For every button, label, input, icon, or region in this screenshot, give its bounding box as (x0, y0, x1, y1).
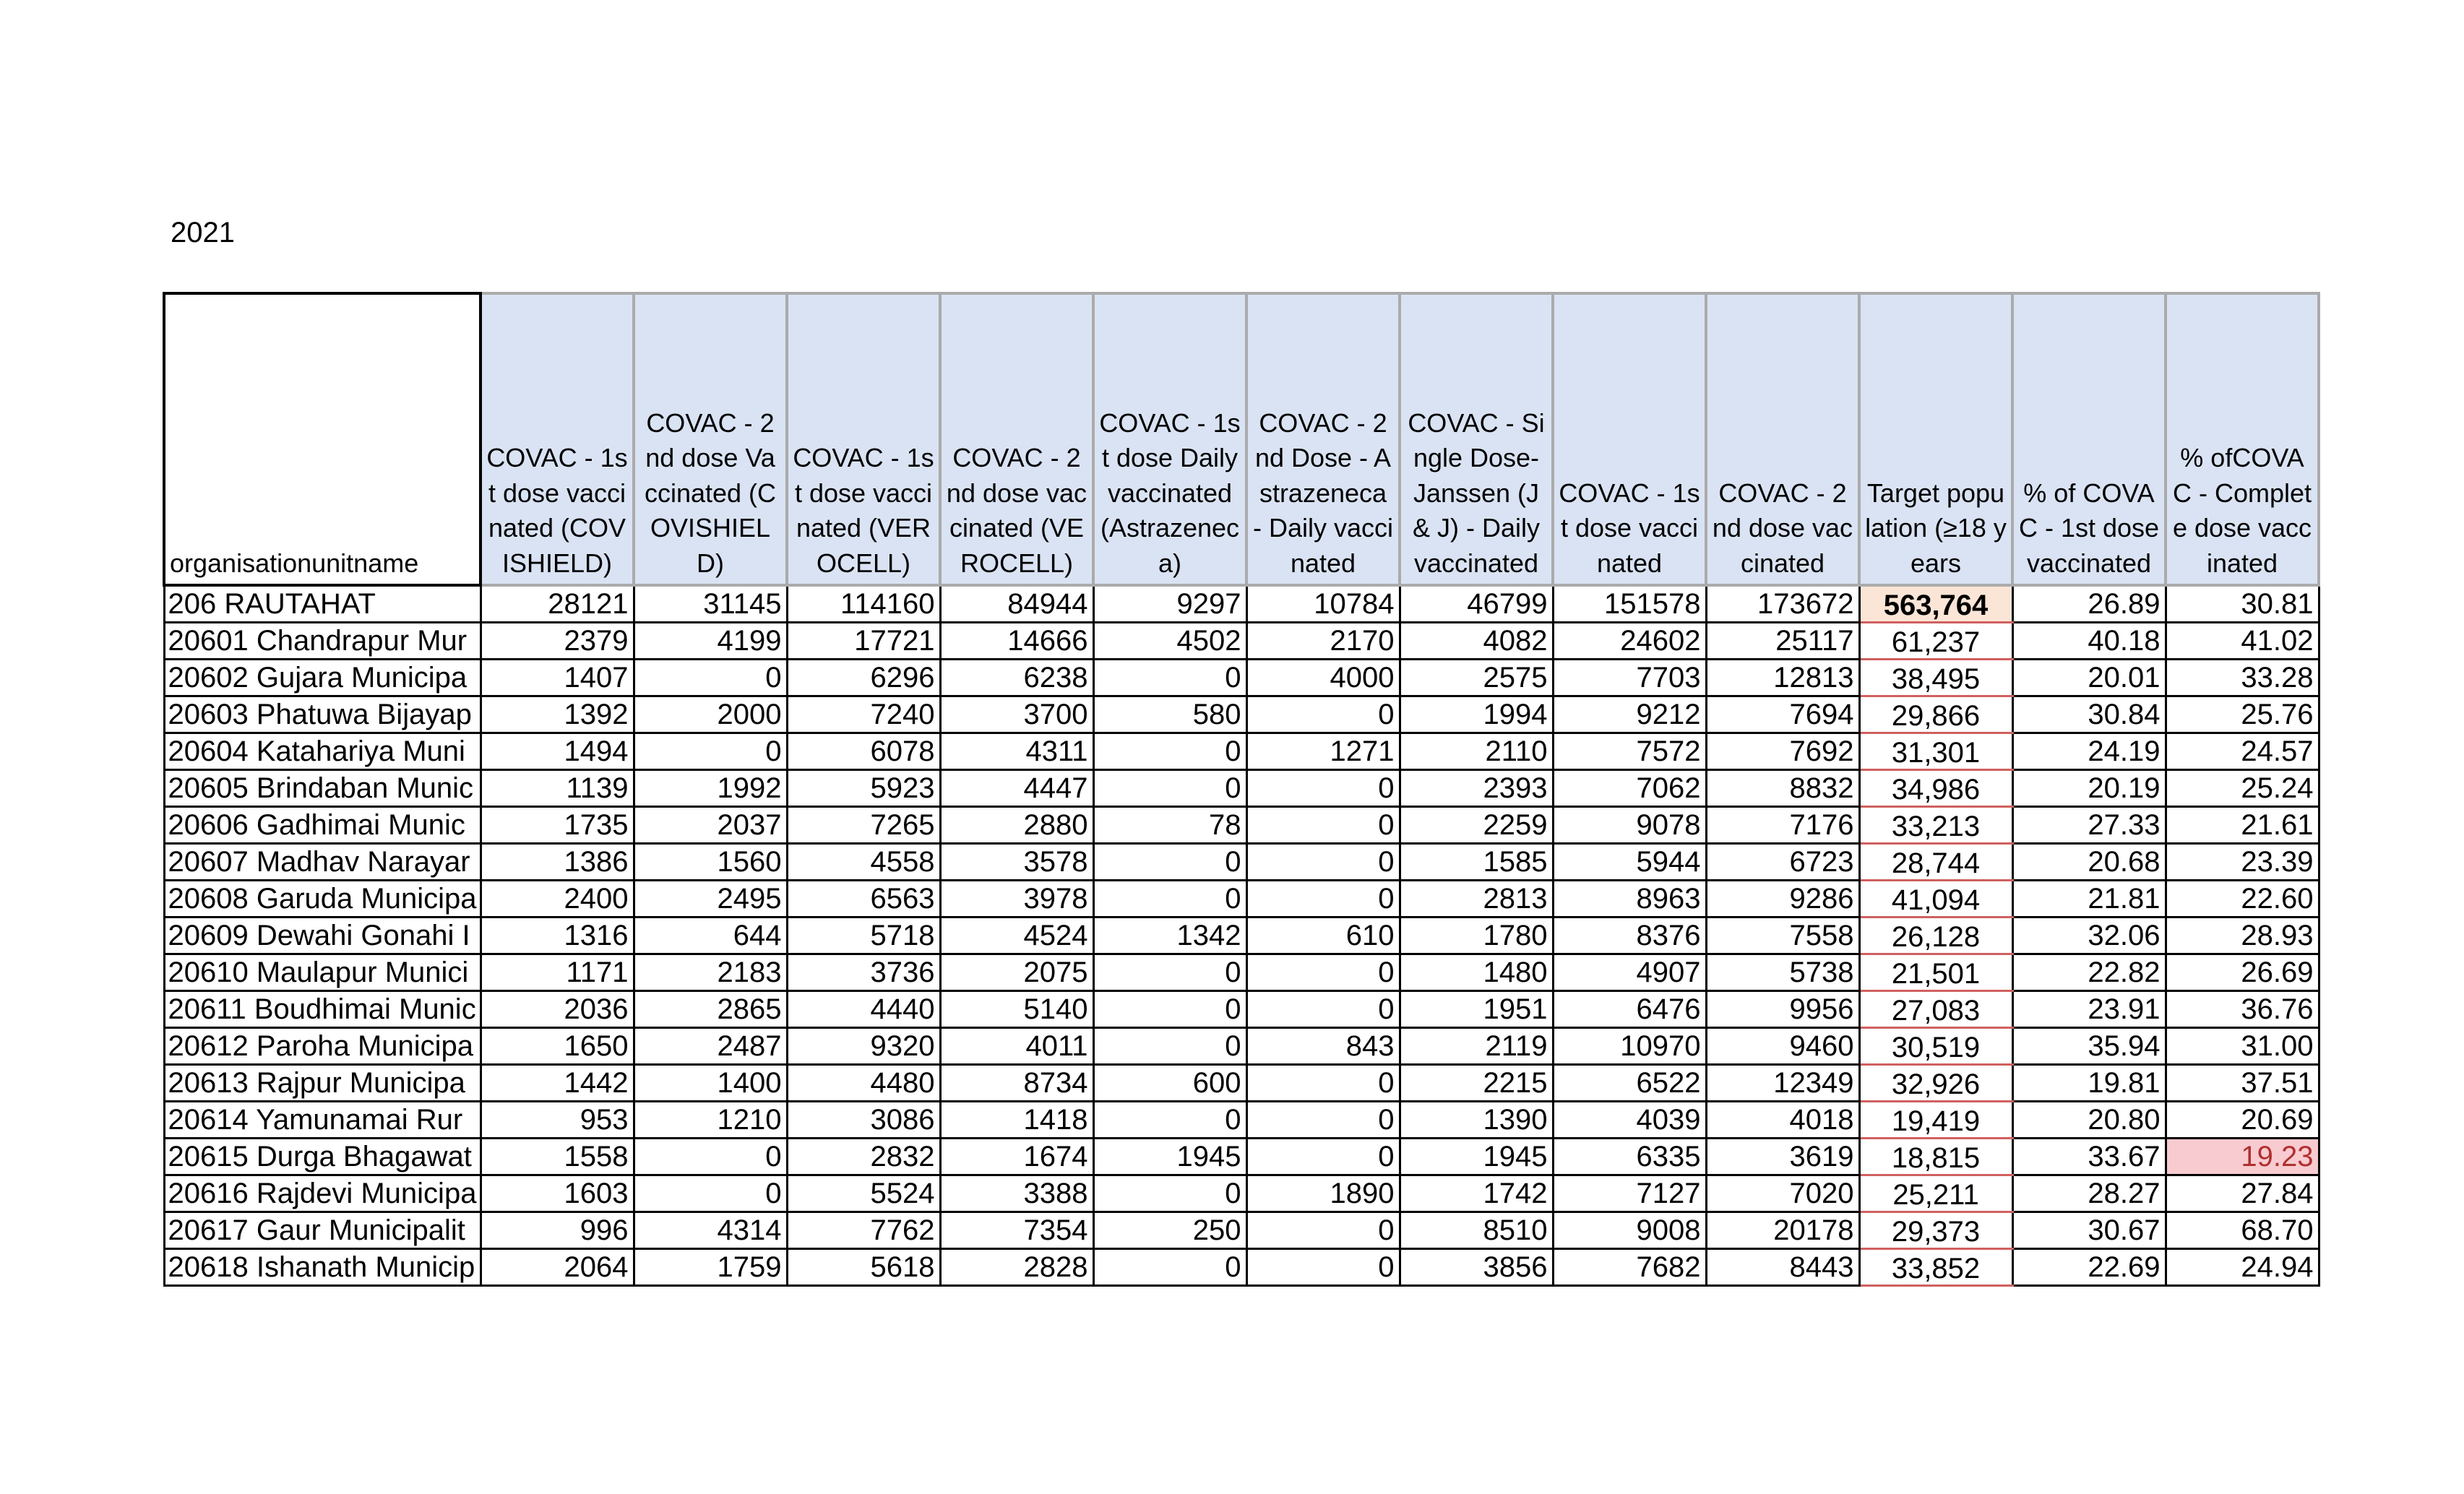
data-cell: 600 (1093, 1064, 1246, 1101)
data-cell: 1386 (481, 843, 634, 880)
data-cell: 7176 (1706, 806, 1859, 843)
data-cell: 2379 (481, 622, 634, 659)
table-row (164, 659, 2319, 696)
data-cell: 1560 (634, 843, 787, 880)
data-cell: 20178 (1706, 1212, 1859, 1248)
data-cell: 0 (1093, 1027, 1246, 1064)
data-cell: 0 (634, 659, 787, 696)
data-cell: 37.51 (2166, 1064, 2319, 1101)
data-cell: 9078 (1553, 806, 1706, 843)
data-cell: 40.18 (2012, 622, 2166, 659)
data-cell: 2037 (634, 806, 787, 843)
column-header: COVAC - 1st dose vaccinated (VEROCELL) (787, 293, 940, 585)
data-cell: 1400 (634, 1064, 787, 1101)
data-cell: 0 (1246, 990, 1400, 1027)
data-cell: 3086 (787, 1101, 940, 1138)
year-label: 2021 (171, 217, 235, 249)
data-cell: 19,419 (1859, 1101, 2012, 1138)
data-cell: 34,986 (1859, 769, 2012, 806)
data-cell: 644 (634, 917, 787, 954)
data-cell: 8832 (1706, 769, 1859, 806)
data-cell: 12813 (1706, 659, 1859, 696)
data-cell: 7020 (1706, 1175, 1859, 1212)
data-cell: 1945 (1400, 1138, 1553, 1175)
organisation-cell: 20603 Phatuwa Bijayap (164, 696, 481, 733)
table-row (164, 917, 2319, 954)
data-cell: 1735 (481, 806, 634, 843)
organisation-cell: 20602 Gujara Municipa (164, 659, 481, 696)
data-cell: 1585 (1400, 843, 1553, 880)
data-cell: 996 (481, 1212, 634, 1248)
data-cell: 20.69 (2166, 1101, 2319, 1138)
data-cell: 33,852 (1859, 1248, 2012, 1285)
data-cell: 6238 (940, 659, 1093, 696)
data-cell: 2495 (634, 880, 787, 917)
data-cell: 1210 (634, 1101, 787, 1138)
data-cell: 4018 (1706, 1101, 1859, 1138)
organisation-cell: 20610 Maulapur Munici (164, 954, 481, 990)
data-cell: 0 (634, 733, 787, 769)
column-header: COVAC - Single Dose- Janssen (J & J) - Daily vaccinated (1400, 293, 1553, 585)
data-cell: 21.61 (2166, 806, 2319, 843)
data-cell: 4440 (787, 990, 940, 1027)
data-cell: 0 (1246, 769, 1400, 806)
data-cell: 5524 (787, 1175, 940, 1212)
data-cell: 7762 (787, 1212, 940, 1248)
data-cell: 4011 (940, 1027, 1093, 1064)
data-cell: 27,083 (1859, 990, 2012, 1027)
column-header: COVAC - 2nd Dose - Astrazeneca - Daily vaccinated (1246, 293, 1400, 585)
data-cell: 0 (1093, 1101, 1246, 1138)
data-cell: 28.27 (2012, 1175, 2166, 1212)
data-cell: 23.39 (2166, 843, 2319, 880)
table-row (164, 1027, 2319, 1064)
data-cell: 14666 (940, 622, 1093, 659)
data-cell: 8376 (1553, 917, 1706, 954)
organisation-cell: 20609 Dewahi Gonahi I (164, 917, 481, 954)
data-cell: 2036 (481, 990, 634, 1027)
data-cell: 1674 (940, 1138, 1093, 1175)
table-row (164, 769, 2319, 806)
data-cell: 0 (1246, 843, 1400, 880)
data-cell: 1890 (1246, 1175, 1400, 1212)
data-cell: 7265 (787, 806, 940, 843)
table-row (164, 1138, 2319, 1175)
data-cell: 7240 (787, 696, 940, 733)
data-cell: 0 (1246, 806, 1400, 843)
data-cell: 30.84 (2012, 696, 2166, 733)
data-cell: 84944 (940, 585, 1093, 622)
organisation-cell: 20611 Boudhimai Munic (164, 990, 481, 1027)
data-cell: 6476 (1553, 990, 1706, 1027)
table-row (164, 1101, 2319, 1138)
data-cell: 0 (634, 1175, 787, 1212)
data-cell: 1342 (1093, 917, 1246, 954)
data-cell: 5738 (1706, 954, 1859, 990)
organisation-cell: 20605 Brindaban Munic (164, 769, 481, 806)
data-cell: 580 (1093, 696, 1246, 733)
data-cell: 3978 (940, 880, 1093, 917)
table-row (164, 990, 2319, 1027)
data-cell: 9956 (1706, 990, 1859, 1027)
data-cell: 9320 (787, 1027, 940, 1064)
data-cell: 7682 (1553, 1248, 1706, 1285)
data-cell: 4907 (1553, 954, 1706, 990)
data-cell: 2400 (481, 880, 634, 917)
data-cell: 18,815 (1859, 1138, 2012, 1175)
data-cell: 68.70 (2166, 1212, 2319, 1248)
data-cell: 7703 (1553, 659, 1706, 696)
data-cell: 19.81 (2012, 1064, 2166, 1101)
table-row (164, 880, 2319, 917)
data-cell: 6723 (1706, 843, 1859, 880)
column-header-organisationunitname: organisationunitname (164, 293, 481, 585)
data-cell: 2813 (1400, 880, 1553, 917)
data-cell: 0 (1246, 880, 1400, 917)
organisation-cell: 20604 Katahariya Muni (164, 733, 481, 769)
data-cell: 20.80 (2012, 1101, 2166, 1138)
data-cell: 1390 (1400, 1101, 1553, 1138)
data-cell: 0 (1246, 696, 1400, 733)
data-cell: 2110 (1400, 733, 1553, 769)
data-cell: 0 (1093, 1175, 1246, 1212)
data-cell: 22.69 (2012, 1248, 2166, 1285)
data-cell: 1418 (940, 1101, 1093, 1138)
table-row (164, 1064, 2319, 1101)
data-cell: 4524 (940, 917, 1093, 954)
data-cell: 38,495 (1859, 659, 2012, 696)
data-cell: 9297 (1093, 585, 1246, 622)
data-cell: 0 (1246, 1064, 1400, 1101)
column-header: COVAC - 1st dose vaccinated (COVISHIELD) (481, 293, 634, 585)
column-header: COVAC - 1st dose Daily vaccinated (Astrazeneca) (1093, 293, 1246, 585)
data-cell: 0 (634, 1138, 787, 1175)
data-cell: 1650 (481, 1027, 634, 1064)
table-row (164, 1175, 2319, 1212)
data-cell: 12349 (1706, 1064, 1859, 1101)
data-cell: 1742 (1400, 1175, 1553, 1212)
data-cell: 4480 (787, 1064, 940, 1101)
data-cell: 28,744 (1859, 843, 2012, 880)
data-cell: 4447 (940, 769, 1093, 806)
data-cell: 0 (1093, 1248, 1246, 1285)
data-cell: 21,501 (1859, 954, 2012, 990)
data-cell: 9008 (1553, 1212, 1706, 1248)
data-cell: 2259 (1400, 806, 1553, 843)
data-cell: 27.33 (2012, 806, 2166, 843)
data-cell: 7062 (1553, 769, 1706, 806)
data-cell: 1603 (481, 1175, 634, 1212)
data-cell: 24602 (1553, 622, 1706, 659)
data-cell: 114160 (787, 585, 940, 622)
data-cell: 2575 (1400, 659, 1553, 696)
data-cell: 0 (1246, 1101, 1400, 1138)
data-cell: 2119 (1400, 1027, 1553, 1064)
data-cell: 1316 (481, 917, 634, 954)
data-cell: 32,926 (1859, 1064, 2012, 1101)
data-cell: 4502 (1093, 622, 1246, 659)
data-cell: 31.00 (2166, 1027, 2319, 1064)
organisation-cell: 206 RAUTAHAT (164, 585, 481, 622)
data-cell: 28121 (481, 585, 634, 622)
data-cell: 953 (481, 1101, 634, 1138)
data-cell: 0 (1246, 954, 1400, 990)
table-body (164, 585, 2319, 1285)
data-cell: 24.94 (2166, 1248, 2319, 1285)
data-cell: 33,213 (1859, 806, 2012, 843)
data-cell: 25,211 (1859, 1175, 2012, 1212)
data-cell: 1392 (481, 696, 634, 733)
data-cell: 1480 (1400, 954, 1553, 990)
data-cell: 30.67 (2012, 1212, 2166, 1248)
table-row (164, 733, 2319, 769)
data-cell: 4199 (634, 622, 787, 659)
organisation-cell: 20616 Rajdevi Municipa (164, 1175, 481, 1212)
data-cell: 20.01 (2012, 659, 2166, 696)
organisation-cell: 20608 Garuda Municipa (164, 880, 481, 917)
data-cell: 1780 (1400, 917, 1553, 954)
data-cell: 22.82 (2012, 954, 2166, 990)
data-cell: 0 (1093, 769, 1246, 806)
data-cell: 23.91 (2012, 990, 2166, 1027)
organisation-cell: 20607 Madhav Narayar (164, 843, 481, 880)
data-cell: 3700 (940, 696, 1093, 733)
data-cell: 36.76 (2166, 990, 2319, 1027)
data-cell: 3388 (940, 1175, 1093, 1212)
data-cell: 0 (1246, 1248, 1400, 1285)
data-cell: 30.81 (2166, 585, 2319, 622)
data-cell: 2832 (787, 1138, 940, 1175)
data-cell: 3578 (940, 843, 1093, 880)
data-cell: 10784 (1246, 585, 1400, 622)
data-cell: 0 (1246, 1138, 1400, 1175)
data-cell: 32.06 (2012, 917, 2166, 954)
data-cell: 21.81 (2012, 880, 2166, 917)
data-cell: 1992 (634, 769, 787, 806)
data-cell: 24.57 (2166, 733, 2319, 769)
data-cell: 4558 (787, 843, 940, 880)
data-cell: 2393 (1400, 769, 1553, 806)
data-cell: 28.93 (2166, 917, 2319, 954)
data-cell: 30,519 (1859, 1027, 2012, 1064)
data-cell: 31145 (634, 585, 787, 622)
data-cell: 6296 (787, 659, 940, 696)
data-cell: 7572 (1553, 733, 1706, 769)
data-cell: 6522 (1553, 1064, 1706, 1101)
data-cell: 10970 (1553, 1027, 1706, 1064)
table-row (164, 585, 2319, 622)
data-cell: 0 (1093, 659, 1246, 696)
data-cell: 1442 (481, 1064, 634, 1101)
data-cell: 4311 (940, 733, 1093, 769)
data-cell: 0 (1246, 1212, 1400, 1248)
data-cell: 5944 (1553, 843, 1706, 880)
data-cell: 1171 (481, 954, 634, 990)
data-cell: 19.23 (2166, 1138, 2319, 1175)
data-cell: 20.19 (2012, 769, 2166, 806)
data-cell: 610 (1246, 917, 1400, 954)
organisation-cell: 20618 Ishanath Municip (164, 1248, 481, 1285)
data-cell: 25.76 (2166, 696, 2319, 733)
data-cell: 2064 (481, 1248, 634, 1285)
organisation-cell: 20617 Gaur Municipalit (164, 1212, 481, 1248)
table-row (164, 1248, 2319, 1285)
vaccination-table (163, 292, 2320, 1287)
data-cell: 46799 (1400, 585, 1553, 622)
data-cell: 17721 (787, 622, 940, 659)
column-header: COVAC - 2nd dose vaccinated (1706, 293, 1859, 585)
data-cell: 0 (1093, 733, 1246, 769)
data-cell: 78 (1093, 806, 1246, 843)
data-cell: 41.02 (2166, 622, 2319, 659)
data-cell: 1558 (481, 1138, 634, 1175)
data-cell: 25117 (1706, 622, 1859, 659)
data-cell: 26.69 (2166, 954, 2319, 990)
data-cell: 8963 (1553, 880, 1706, 917)
data-cell: 250 (1093, 1212, 1246, 1248)
data-cell: 4314 (634, 1212, 787, 1248)
data-cell: 4082 (1400, 622, 1553, 659)
data-cell: 6078 (787, 733, 940, 769)
data-cell: 5718 (787, 917, 940, 954)
data-cell: 6563 (787, 880, 940, 917)
data-cell: 2215 (1400, 1064, 1553, 1101)
organisation-cell: 20601 Chandrapur Mur (164, 622, 481, 659)
data-cell: 2487 (634, 1027, 787, 1064)
data-cell: 5140 (940, 990, 1093, 1027)
data-cell: 4000 (1246, 659, 1400, 696)
column-header: % ofCOVAC - Complete dose vaccinated (2166, 293, 2319, 585)
data-cell: 1945 (1093, 1138, 1246, 1175)
table-row (164, 843, 2319, 880)
column-header: COVAC - 1st dose vaccinated (1553, 293, 1706, 585)
data-cell: 3619 (1706, 1138, 1859, 1175)
data-cell: 0 (1093, 843, 1246, 880)
organisation-cell: 20615 Durga Bhagawat (164, 1138, 481, 1175)
data-cell: 26.89 (2012, 585, 2166, 622)
header-row (164, 293, 2319, 585)
data-cell: 35.94 (2012, 1027, 2166, 1064)
data-cell: 22.60 (2166, 880, 2319, 917)
data-cell: 41,094 (1859, 880, 2012, 917)
organisation-cell: 20614 Yamunamai Rur (164, 1101, 481, 1138)
data-cell: 8734 (940, 1064, 1093, 1101)
column-header: COVAC - 2nd dose Vaccinated (COVISHIELD) (634, 293, 787, 585)
data-cell: 31,301 (1859, 733, 2012, 769)
data-cell: 1494 (481, 733, 634, 769)
data-cell: 29,866 (1859, 696, 2012, 733)
data-cell: 61,237 (1859, 622, 2012, 659)
data-cell: 1407 (481, 659, 634, 696)
data-cell: 6335 (1553, 1138, 1706, 1175)
data-cell: 0 (1093, 990, 1246, 1027)
data-cell: 1271 (1246, 733, 1400, 769)
column-header: Target population (≥18 years (1859, 293, 2012, 585)
data-cell: 5618 (787, 1248, 940, 1285)
table-row (164, 622, 2319, 659)
data-cell: 5923 (787, 769, 940, 806)
data-cell: 1994 (1400, 696, 1553, 733)
data-cell: 1139 (481, 769, 634, 806)
data-cell: 7127 (1553, 1175, 1706, 1212)
data-cell: 1759 (634, 1248, 787, 1285)
data-cell: 8510 (1400, 1212, 1553, 1248)
data-cell: 3856 (1400, 1248, 1553, 1285)
data-cell: 7558 (1706, 917, 1859, 954)
data-cell: 33.67 (2012, 1138, 2166, 1175)
data-cell: 2075 (940, 954, 1093, 990)
data-cell: 2170 (1246, 622, 1400, 659)
organisation-cell: 20612 Paroha Municipa (164, 1027, 481, 1064)
data-cell: 24.19 (2012, 733, 2166, 769)
data-cell: 563,764 (1859, 585, 2012, 622)
data-cell: 0 (1093, 954, 1246, 990)
data-cell: 29,373 (1859, 1212, 2012, 1248)
data-cell: 8443 (1706, 1248, 1859, 1285)
data-cell: 9460 (1706, 1027, 1859, 1064)
data-cell: 7694 (1706, 696, 1859, 733)
column-header: % of COVAC - 1st dose vaccinated (2012, 293, 2166, 585)
data-cell: 3736 (787, 954, 940, 990)
organisation-cell: 20606 Gadhimai Munic (164, 806, 481, 843)
data-cell: 7354 (940, 1212, 1093, 1248)
data-cell: 2880 (940, 806, 1093, 843)
data-cell: 1951 (1400, 990, 1553, 1027)
table-row (164, 696, 2319, 733)
data-cell: 2865 (634, 990, 787, 1027)
table-row (164, 806, 2319, 843)
data-cell: 20.68 (2012, 843, 2166, 880)
data-cell: 2000 (634, 696, 787, 733)
data-cell: 33.28 (2166, 659, 2319, 696)
data-cell: 2828 (940, 1248, 1093, 1285)
column-header: COVAC - 2nd dose vaccinated (VEROCELL) (940, 293, 1093, 585)
data-cell: 9286 (1706, 880, 1859, 917)
data-cell: 9212 (1553, 696, 1706, 733)
organisation-cell: 20613 Rajpur Municipa (164, 1064, 481, 1101)
data-cell: 843 (1246, 1027, 1400, 1064)
data-cell: 2183 (634, 954, 787, 990)
data-cell: 27.84 (2166, 1175, 2319, 1212)
data-cell: 0 (1093, 880, 1246, 917)
data-cell: 25.24 (2166, 769, 2319, 806)
data-cell: 151578 (1553, 585, 1706, 622)
table-row (164, 954, 2319, 990)
data-cell: 4039 (1553, 1101, 1706, 1138)
data-cell: 26,128 (1859, 917, 2012, 954)
data-cell: 173672 (1706, 585, 1859, 622)
data-cell: 7692 (1706, 733, 1859, 769)
table-row (164, 1212, 2319, 1248)
